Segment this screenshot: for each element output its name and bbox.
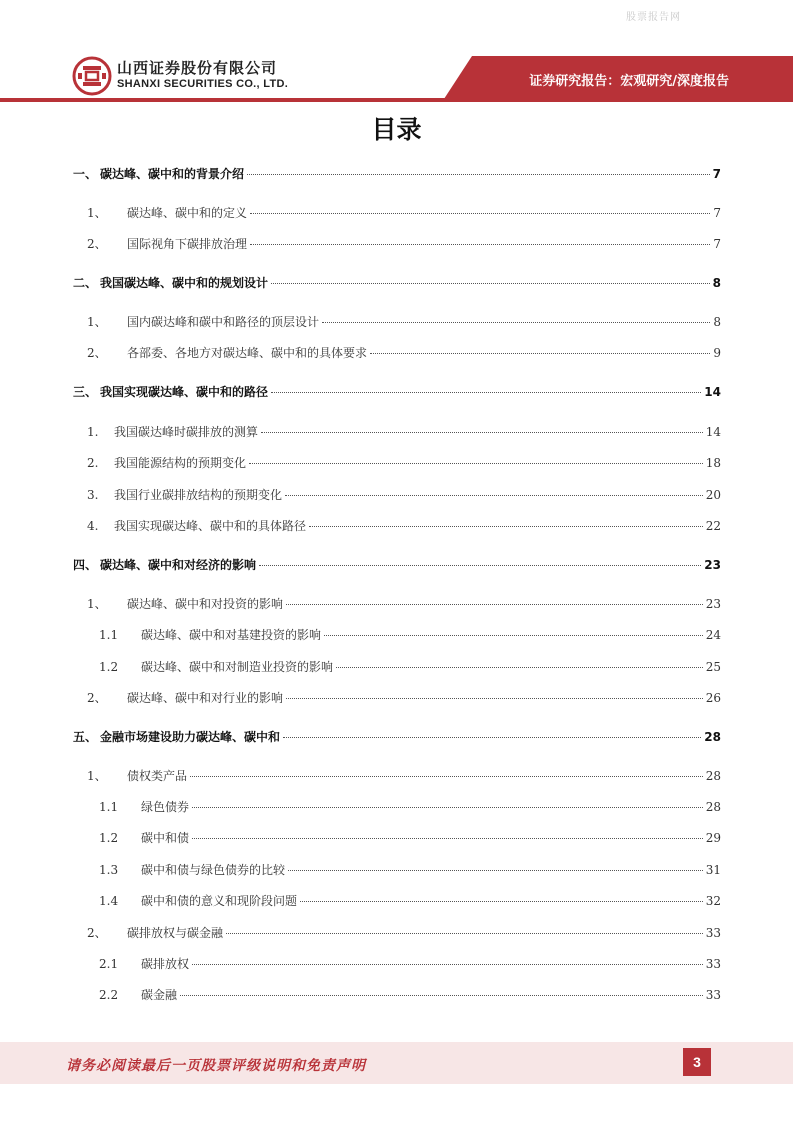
toc-entry-number: 2、 [87, 346, 107, 360]
toc-dot-leader [190, 776, 703, 777]
toc-entry-page: 14 [705, 425, 721, 439]
toc-entry-number: 1.2 [99, 831, 119, 845]
toc-entry[interactable] [99, 955, 721, 972]
toc-entry[interactable] [73, 165, 721, 182]
toc-entry-page: 28 [705, 800, 721, 814]
page-number: 3 [683, 1048, 711, 1076]
toc-entry-title: 我国实现碳达峰、碳中和的路径 [100, 385, 269, 399]
toc-dot-leader [247, 174, 710, 175]
toc-entry-title: 碳达峰、碳中和对制造业投资的影响 [141, 660, 334, 674]
toc-entry-title: 我国能源结构的预期变化 [114, 456, 247, 470]
toc-entry-title: 碳排放权与碳金融 [127, 926, 224, 940]
toc-entry-number: 1、 [87, 597, 107, 611]
toc-entry-page: 23 [704, 558, 721, 572]
toc-entry[interactable] [99, 798, 721, 815]
toc-entry-number: 1、 [87, 315, 107, 329]
toc-dot-leader [324, 635, 703, 636]
toc-entry[interactable] [99, 829, 721, 846]
toc-entry-title: 碳达峰、碳中和的背景介绍 [100, 167, 245, 181]
toc-entry[interactable] [87, 235, 721, 252]
toc-entry-page: 25 [705, 660, 721, 674]
toc-entry-page: 33 [705, 957, 721, 971]
toc-entry-title: 碳达峰、碳中和对经济的影响 [100, 558, 257, 572]
toc-entry-number: 2. [87, 456, 99, 470]
toc-entry-page: 7 [713, 206, 721, 220]
toc-entry-page: 7 [712, 167, 721, 181]
toc-entry-page: 26 [705, 691, 721, 705]
toc-entry-page: 31 [705, 863, 721, 877]
toc-dot-leader [250, 244, 710, 245]
toc-entry-number: 2、 [87, 926, 107, 940]
toc-entry-title: 我国碳达峰时碳排放的测算 [114, 425, 259, 439]
toc-entry-page: 24 [705, 628, 721, 642]
page-title: 目录 [371, 115, 422, 144]
toc-dot-leader [192, 838, 703, 839]
toc-dot-leader [286, 698, 703, 699]
toc-entry-number: 1.4 [99, 894, 119, 908]
toc-entry-page: 23 [705, 597, 721, 611]
toc-entry-title: 碳中和债与绿色债券的比较 [141, 863, 286, 877]
toc-entry[interactable] [87, 486, 721, 503]
toc-entry-page: 8 [712, 276, 721, 290]
toc-entry-page: 18 [705, 456, 721, 470]
toc-entry-number: 1、 [87, 206, 107, 220]
toc-entry-title: 碳金融 [141, 988, 178, 1002]
toc-dot-leader [192, 807, 703, 808]
toc-entry[interactable] [87, 595, 721, 612]
toc-entry-number: 1.1 [99, 800, 119, 814]
toc-entry-number: 2.2 [99, 988, 119, 1002]
toc-entry[interactable] [87, 204, 721, 221]
toc-entry-title: 债权类产品 [127, 769, 188, 783]
toc-entry[interactable] [99, 861, 721, 878]
toc-entry-title: 各部委、各地方对碳达峰、碳中和的具体要求 [127, 346, 368, 360]
toc-entry-title: 碳达峰、碳中和对行业的影响 [127, 691, 284, 705]
toc-entry[interactable] [73, 383, 721, 400]
toc-entry-page: 7 [713, 237, 721, 251]
toc-entry-title: 绿色债券 [141, 800, 190, 814]
footer-disclaimer: 请务必阅读最后一页股票评级说明和免责声明 [66, 1058, 366, 1074]
toc-dot-leader [249, 463, 703, 464]
watermark-text: 股票报告网 [626, 12, 681, 23]
toc-entry-title: 金融市场建设助力碳达峰、碳中和 [100, 730, 281, 744]
toc-dot-leader [285, 495, 703, 496]
toc-entry-title: 我国实现碳达峰、碳中和的具体路径 [114, 519, 307, 533]
toc-dot-leader [336, 667, 703, 668]
toc-entry-number: 2、 [87, 691, 107, 705]
toc-entry-number: 1. [87, 425, 99, 439]
toc-entry-page: 14 [704, 385, 721, 399]
brand-name-en: SHANXI SECURITIES CO., LTD. [117, 78, 289, 90]
toc-entry-number: 4. [87, 519, 99, 533]
toc-entry-page: 9 [713, 346, 721, 360]
toc-entry-number: 四、 [73, 558, 98, 572]
toc-entry-page: 28 [704, 730, 721, 744]
toc-entry[interactable] [73, 728, 721, 745]
toc-dot-leader [288, 870, 703, 871]
header-divider-line [0, 98, 793, 102]
toc-dot-leader [370, 353, 710, 354]
toc-entry[interactable] [99, 658, 721, 675]
report-type-label: 证券研究报告：宏观研究/深度报告 [529, 74, 729, 89]
toc-dot-leader [300, 901, 703, 902]
toc-entry-number: 三、 [73, 385, 98, 399]
toc-entry-number: 1.2 [99, 660, 119, 674]
toc-entry-title: 碳达峰、碳中和的定义 [127, 206, 248, 220]
toc-entry[interactable] [99, 892, 721, 909]
toc-entry-number: 二、 [73, 276, 98, 290]
toc-entry[interactable] [87, 689, 721, 706]
company-logo-icon [72, 56, 112, 96]
toc-entry-title: 碳达峰、碳中和对投资的影响 [127, 597, 284, 611]
toc-dot-leader [226, 933, 703, 934]
toc-entry[interactable] [87, 517, 721, 534]
toc-entry-title: 碳中和债的意义和现阶段问题 [141, 894, 298, 908]
toc-entry-title: 我国碳达峰、碳中和的规划设计 [100, 276, 269, 290]
toc-entry-title: 碳排放权 [141, 957, 190, 971]
toc-entry-number: 2.1 [99, 957, 119, 971]
toc-entry-number: 一、 [73, 167, 98, 181]
toc-dot-leader [259, 565, 701, 566]
toc-entry[interactable] [87, 924, 721, 941]
toc-dot-leader [192, 964, 703, 965]
toc-entry-number: 1.3 [99, 863, 119, 877]
toc-dot-leader [286, 604, 703, 605]
toc-entry-page: 33 [705, 988, 721, 1002]
report-header [0, 0, 793, 106]
toc-entry-title: 国内碳达峰和碳中和路径的顶层设计 [127, 315, 320, 329]
toc-dot-leader [322, 322, 710, 323]
toc-entry-page: 28 [705, 769, 721, 783]
toc-entry[interactable] [99, 986, 721, 1003]
toc-entry-title: 国际视角下碳排放治理 [127, 237, 248, 251]
toc-entry-title: 碳达峰、碳中和对基建投资的影响 [141, 628, 322, 642]
toc-entry-title: 我国行业碳排放结构的预期变化 [114, 488, 283, 502]
toc-entry-number: 1、 [87, 769, 107, 783]
toc-entry[interactable] [99, 626, 721, 643]
toc-dot-leader [283, 737, 701, 738]
toc-dot-leader [271, 392, 701, 393]
toc-entry-number: 1.1 [99, 628, 119, 642]
toc-entry[interactable] [73, 556, 721, 573]
toc-dot-leader [261, 432, 703, 433]
toc-entry-number: 3. [87, 488, 99, 502]
toc-entry-number: 五、 [73, 730, 98, 744]
toc-entry-number: 2、 [87, 237, 107, 251]
toc-dot-leader [180, 995, 703, 996]
toc-entry-page: 22 [705, 519, 721, 533]
toc-entry[interactable] [87, 767, 721, 784]
toc-dot-leader [250, 213, 710, 214]
toc-dot-leader [271, 283, 710, 284]
toc-entry-page: 29 [705, 831, 721, 845]
toc-entry-page: 33 [705, 926, 721, 940]
toc-entry[interactable] [87, 313, 721, 330]
toc-entry[interactable] [73, 274, 721, 291]
brand-name-cn: 山西证券股份有限公司 [117, 59, 278, 77]
toc-entry[interactable] [87, 423, 721, 440]
toc-entry[interactable] [87, 454, 721, 471]
toc-entry-page: 20 [705, 488, 721, 502]
toc-dot-leader [309, 526, 703, 527]
toc-entry-title: 碳中和债 [141, 831, 190, 845]
toc-entry[interactable] [87, 344, 721, 361]
toc-entry-page: 8 [713, 315, 721, 329]
toc-entry-page: 32 [705, 894, 721, 908]
